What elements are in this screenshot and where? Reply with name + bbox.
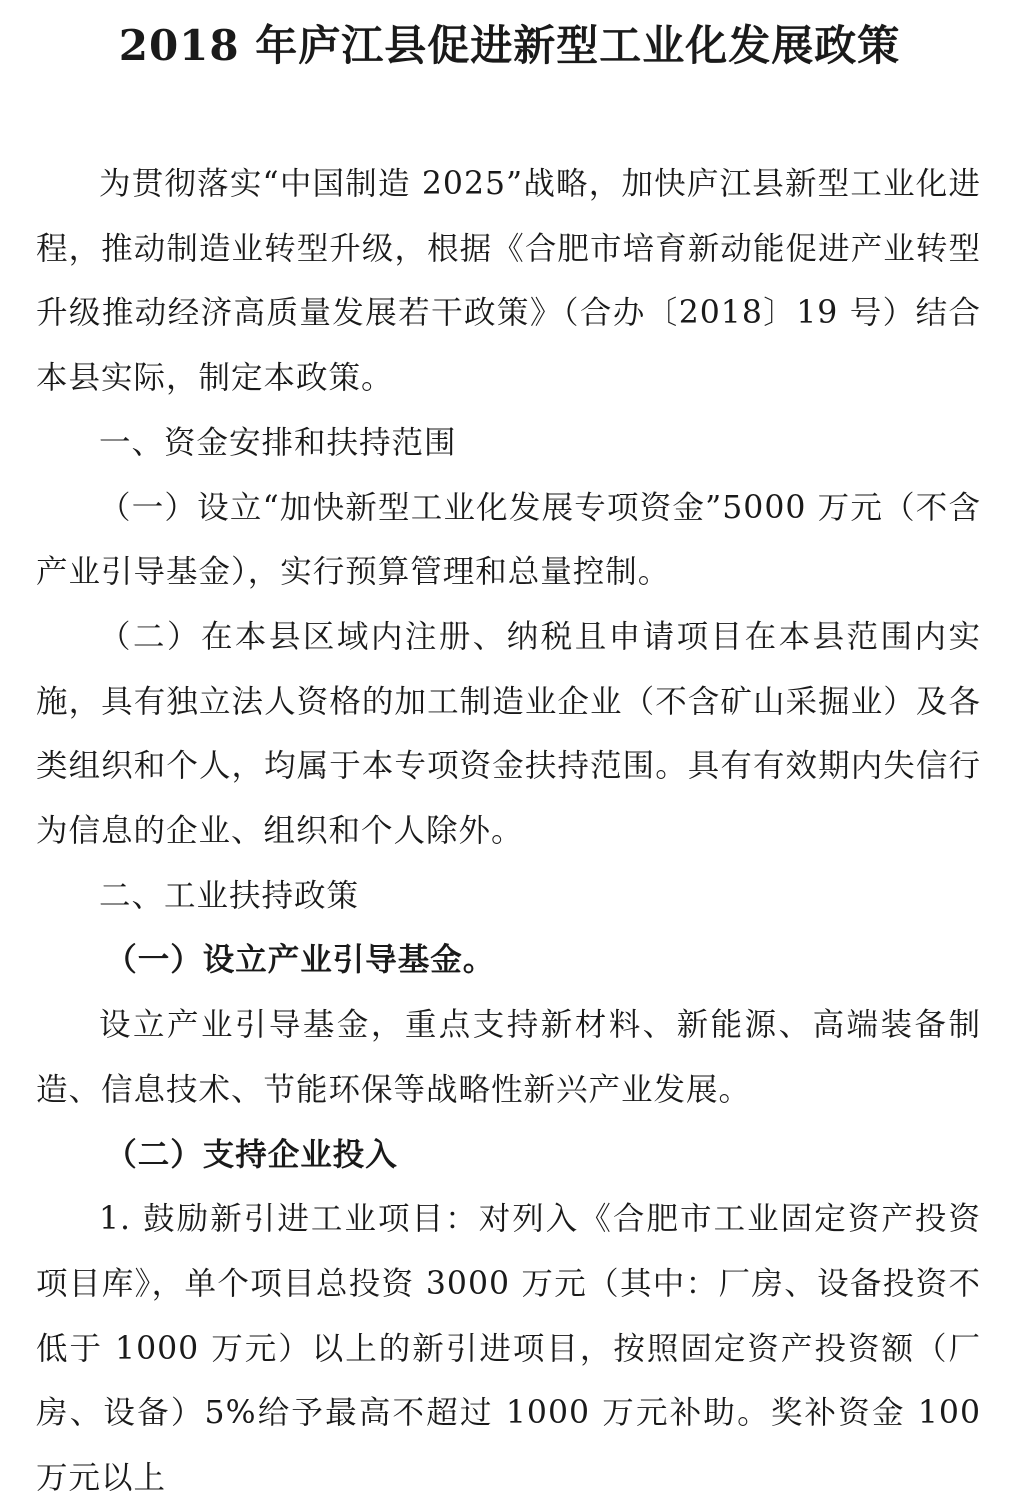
subheading-guidance-fund: （一）设立产业引导基金。 — [105, 942, 496, 979]
intro-paragraph: 为贯彻落实“中国制造 2025”战略，加快庐江县新型工业化进程，推动制造业转型升级，根据《合肥市培育新动能促进产业转型升级推动经济高质量发展若干政策》（合办〔2018〕19 号）结合本县实际，制定本政策。 — [36, 166, 981, 397]
document-title: 2018 年庐江县促进新型工业化发展政策 — [118, 21, 901, 70]
paragraph-support-scope: （二）在本县区域内注册、纳税且申请项目在本县范围内实施，具有独立法人资格的加工制造业企业（不含矿山采掘业）及各类组织和个人，均属于本专项资金扶持范围。具有有效期内失信行为信息的企业、组织和个人除外。 — [36, 618, 981, 850]
section-heading-industrial-policy: 二、工业扶持政策 — [99, 877, 360, 914]
paragraph-special-fund: （一）设立“加快新型工业化发展专项资金”5000 万元（不含产业引导基金），实行预算管理和总量控制。 — [36, 489, 981, 591]
document-body — [36, 152, 981, 1511]
paragraph-guidance-fund: 设立产业引导基金，重点支持新材料、新能源、高端装备制造、信息技术、节能环保等战略性新兴产业发展。 — [36, 1007, 981, 1108]
section-heading-funding: 一、资金安排和扶持范围 — [99, 424, 457, 461]
paragraph-new-projects: 1. 鼓励新引进工业项目：对列入《合肥市工业固定资产投资项目库》，单个项目总投资 3000 万元（其中：厂房、设备投资不低于 1000 万元）以上的新引进项目，按照固定资产投资额（厂房、设备）5%给予最高不超过 1000 万元补助。奖补资金 100 万元以上 — [36, 1201, 981, 1497]
subheading-enterprise-investment: （二）支持企业投入 — [105, 1136, 398, 1173]
